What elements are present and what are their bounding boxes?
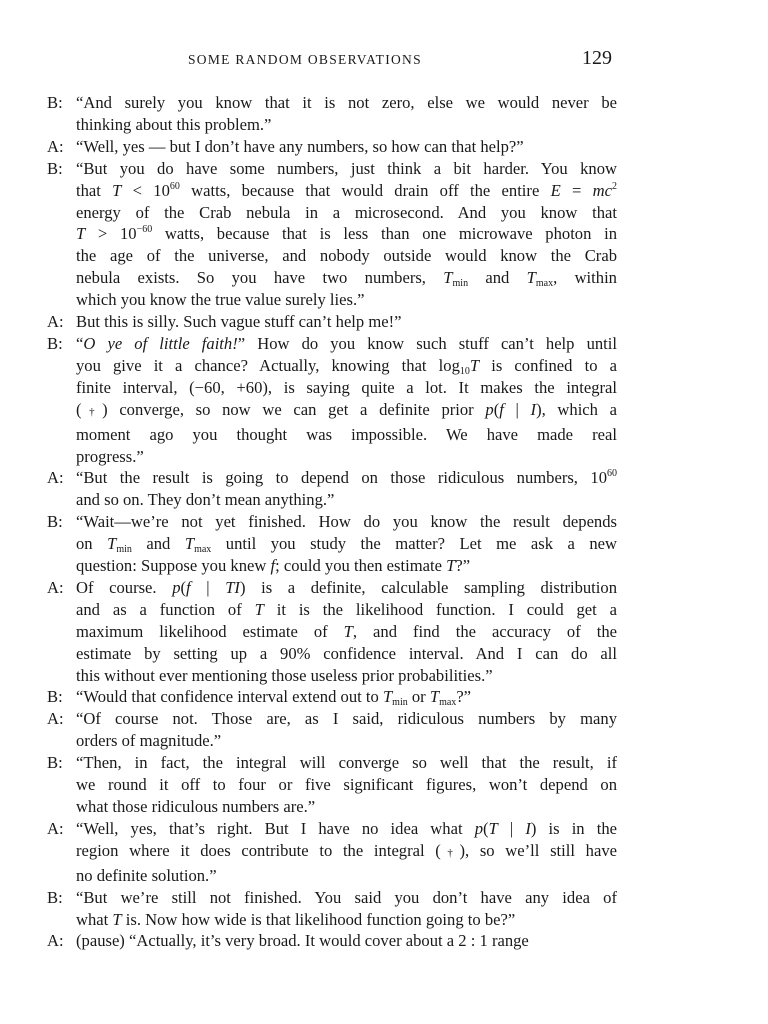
dialogue-entry (47, 887, 617, 931)
speech-text (76, 577, 617, 687)
dialogue-entry (47, 708, 617, 752)
text-line: “But the result is going to depend on those ridiculous numbers, $10^{60}$ (76, 468, 617, 488)
text-line: what those ridiculous numbers are.” (76, 797, 316, 816)
dialogue-text (47, 92, 617, 952)
text-line: and as a function of T it is the likelihood function. I could get a (76, 599, 618, 619)
text-line: (pause) “Actually, it’s very broad. It would cover about a 2 : 1 range (76, 931, 529, 951)
speech-text (76, 818, 617, 887)
text-line: “But you do have some numbers, just think a bit harder. You know (76, 158, 617, 178)
text-line: that $T < 10^{60}$ watts, because that would drain off the entire $E = mc^2$ (76, 180, 617, 200)
text-line: question: Suppose you knew f; could you then estimate T?” (76, 556, 471, 576)
speaker-label: B: (47, 753, 63, 773)
dialogue-entry (47, 577, 617, 687)
speech-text (76, 752, 617, 818)
text-line: “Would that confidence interval extend out to $T_{min}$ or $T_{max}$?” (76, 687, 472, 709)
text-line: “And surely you know that it is not zero, else we would never be (76, 93, 617, 112)
text-line: which you know the true value surely lies.” (76, 290, 365, 310)
text-line: estimate by setting up a 90% confidence interval. And I can do all (76, 643, 617, 663)
speech-text (76, 311, 617, 333)
text-line: you give it a chance? Actually, knowing that $\log_{10}T$ is confined to a (76, 355, 617, 377)
speaker-label: B: (47, 158, 63, 178)
text-line: energy of the Crab nebula in a microsecond. And you know that (76, 202, 617, 222)
text-line: we round it off to four or five significant figures, won’t depend on (76, 775, 617, 795)
dialogue-entry (47, 311, 617, 333)
speech-text (76, 136, 617, 158)
text-line: region where it does contribute to the integral (†), so we’ll still have (76, 840, 618, 860)
running-head: SOME RANDOM OBSERVATIONS (188, 52, 422, 67)
text-line: moment ago you thought was impossible. We have made real (76, 424, 617, 444)
text-line: “Wait—we’re not yet finished. How do you know the result depends (76, 512, 617, 532)
dialogue-entry (47, 511, 617, 577)
speaker-label: B: (47, 93, 63, 112)
text-line: “Then, in fact, the integral will converge so well that the result, if (76, 753, 617, 773)
speaker-label: B: (47, 512, 63, 532)
text-line: (†) converge, so now we can get a definite prior p(f | I), which a (76, 399, 618, 419)
speech-text (76, 92, 617, 136)
speaker-label: B: (47, 887, 63, 907)
dialogue-entry (47, 467, 617, 511)
dialogue-entry (47, 92, 617, 136)
speaker-label: A: (47, 577, 64, 597)
speech-text (76, 930, 617, 952)
text-line: But this is silly. Such vague stuff can’t help me!” (76, 312, 402, 332)
speaker-label: A: (47, 931, 64, 951)
text-line: “Of course not. Those are, as I said, ridiculous numbers by many (76, 709, 617, 729)
speaker-label: A: (47, 818, 64, 838)
dialogue-entry (47, 333, 617, 467)
text-line: no definite solution.” (76, 865, 217, 885)
speech-text (76, 511, 617, 577)
text-line: and so on. They don’t mean anything.” (76, 490, 335, 510)
text-line: $T > 10^{-60}$ watts, because that is less than one microwave photon in (76, 224, 618, 244)
dialogue-entry (47, 686, 617, 708)
text-line: this without ever mentioning those useless prior probabilities.” (76, 665, 493, 685)
speech-text (76, 158, 617, 311)
text-line: what T is. Now how wide is that likelihood function going to be?” (76, 909, 516, 929)
text-line: “O ye of little faith!” How do you know such stuff can’t help until (76, 333, 617, 353)
text-line: “Well, yes, that’s right. But I have no idea what p(T | I) is in the (76, 818, 618, 838)
speech-text (76, 708, 617, 752)
speech-text (76, 467, 617, 511)
text-line: progress.” (76, 446, 144, 466)
page-header (0, 47, 768, 73)
speaker-label: A: (47, 709, 64, 729)
text-line: orders of magnitude.” (76, 731, 222, 751)
speaker-label: A: (47, 136, 64, 156)
dialogue-entry (47, 752, 617, 818)
speaker-label: B: (47, 333, 63, 353)
text-line: on $T_{min}$ and $T_{max}$ until you study the matter? Let me ask a new (76, 534, 618, 556)
text-line: “But we’re still not finished. You said you don’t have any idea of (76, 887, 617, 907)
speech-text (76, 686, 617, 708)
text-line: thinking about this problem.” (76, 114, 272, 134)
speech-text (76, 887, 617, 931)
text-line: maximum likelihood estimate of T, and find the accuracy of the (76, 621, 617, 641)
dialogue-entry (47, 158, 617, 311)
text-line: Of course. p(f | TI) is a definite, calculable sampling distribution (76, 577, 617, 597)
speaker-label: A: (47, 312, 64, 332)
speaker-label: A: (47, 468, 64, 488)
dialogue-entry (47, 818, 617, 887)
speech-text (76, 333, 617, 467)
text-line: nebula exists. So you have two numbers, $T_{min}$ and $T_{max}$, within (76, 268, 617, 290)
text-line: the age of the universe, and nobody outside would know the Crab (76, 246, 617, 266)
dialogue-entry (47, 930, 617, 952)
dialogue-entry (47, 136, 617, 158)
page-number: 129 (582, 47, 612, 69)
speaker-label: B: (47, 687, 63, 707)
text-line: finite interval, (−60, +60), is saying quite a lot. It makes the integral (76, 377, 617, 397)
text-line: “Well, yes — but I don’t have any numbers, so how can that help?” (76, 136, 524, 156)
